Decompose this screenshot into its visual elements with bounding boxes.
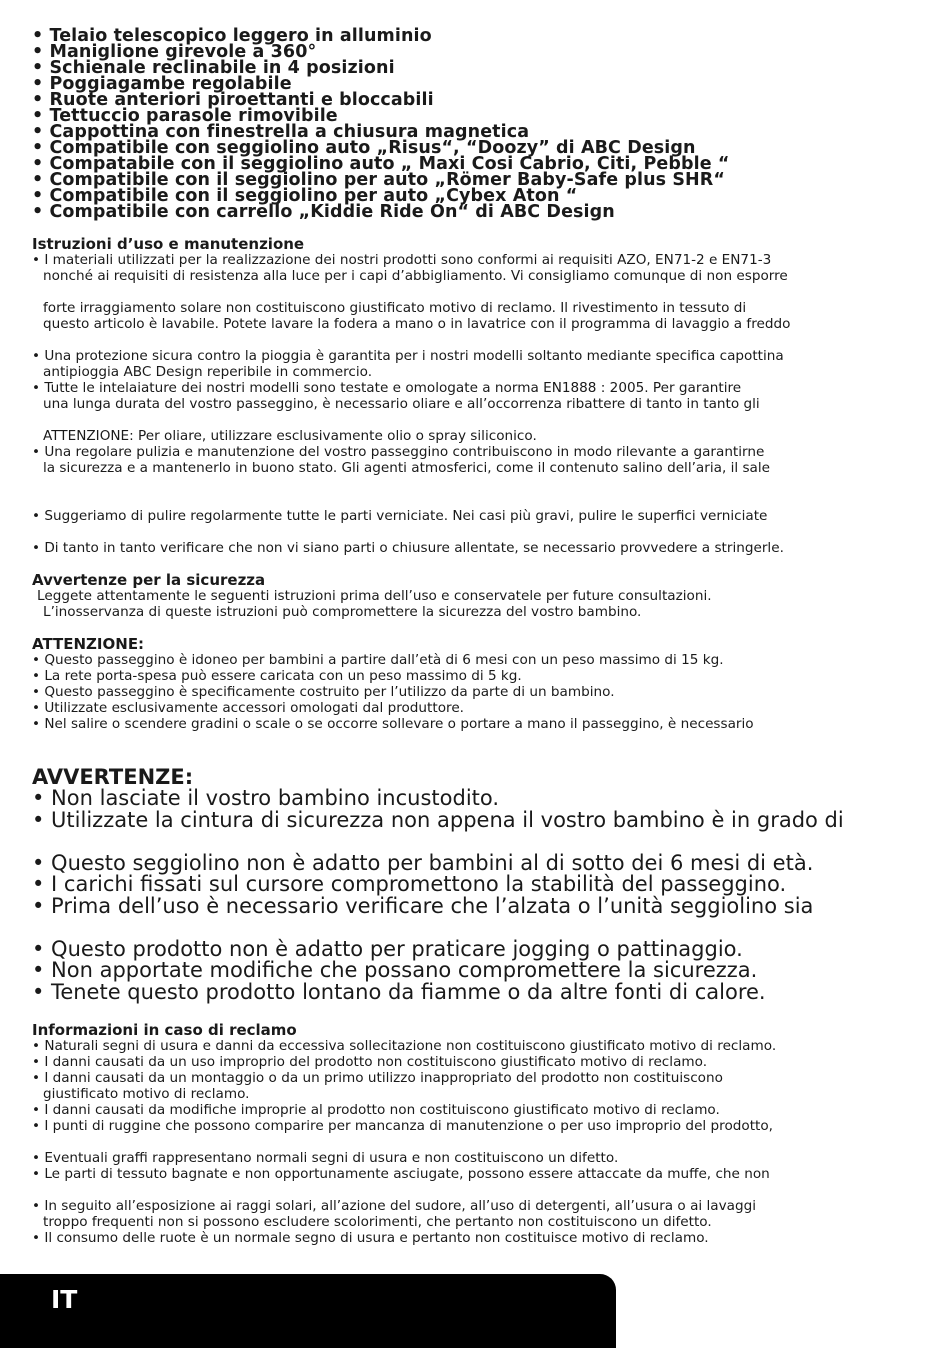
manual-page bbox=[32, 28, 932, 1246]
text-line: • Le parti di tessuto bagnate e non opportunamente asciugate, possono essere attaccate da muffe, che non bbox=[32, 1166, 770, 1182]
section-heading: Informazioni in caso di reclamo bbox=[32, 1021, 297, 1039]
text-line: questo articolo è lavabile. Potete lavare la fodera a mano o in lavatrice con il programma di lavaggio a freddo bbox=[43, 316, 791, 332]
feature-item: • Telaio telescopico leggero in alluminio bbox=[32, 26, 432, 46]
text-line: • Il consumo delle ruote è un normale segno di usura e pertanto non costituisce motivo di reclamo. bbox=[32, 1230, 709, 1246]
feature-item: • Schienale reclinabile in 4 posizioni bbox=[32, 58, 395, 78]
text-line: • In seguito all’esposizione ai raggi solari, all’azione del sudore, all’uso di detergenti, all’usura o ai lavaggi bbox=[32, 1198, 757, 1214]
section-heading: Avvertenze per la sicurezza bbox=[32, 571, 266, 589]
warning-line: • Questo seggiolino non è adatto per bambini al di sotto dei 6 mesi di età. bbox=[32, 850, 814, 875]
text-line: • La rete porta-spesa può essere caricata con un peso massimo di 5 kg. bbox=[32, 668, 522, 684]
text-line: • Utilizzate esclusivamente accessori omologati dal produttore. bbox=[32, 700, 464, 716]
feature-item: • Poggiagambe regolabile bbox=[32, 74, 292, 94]
feature-item: • Ruote anteriori piroettanti e bloccabili bbox=[32, 90, 434, 110]
text-line: • Suggeriamo di pulire regolarmente tutte le parti verniciate. Nei casi più gravi, pulire le superfici verniciate bbox=[32, 508, 768, 524]
text-line: • Una protezione sicura contro la pioggia è garantita per i nostri modelli soltanto mediante specifica capottina bbox=[32, 348, 784, 364]
text-line: • Tutte le intelaiature dei nostri modelli sono testate e omologate a norma EN1888 : 2005. Per garantire bbox=[32, 380, 742, 396]
text-line: troppo frequenti non si possono escludere scolorimenti, che pertanto non costituiscono un difetto. bbox=[43, 1214, 712, 1230]
text-line: la sicurezza e a mantenerlo in buono stato. Gli agenti atmosferici, come il contenuto salino dell’aria, il sale bbox=[43, 460, 771, 476]
section-heading: ATTENZIONE: bbox=[32, 635, 145, 653]
text-line: • I punti di ruggine che possono comparire per mancanza di manutenzione o per uso improprio del prodotto, bbox=[32, 1118, 774, 1134]
feature-item: • Cappottina con finestrella a chiusura magnetica bbox=[32, 122, 530, 142]
warning-line: • Tenete questo prodotto lontano da fiamme o da altre fonti di calore. bbox=[32, 979, 766, 1004]
feature-item: • Compatibile con il seggiolino per auto „Römer Baby-Safe plus SHR“ bbox=[32, 170, 725, 190]
feature-item: • Compatibile con il seggiolino per auto „Cybex Aton “ bbox=[32, 186, 578, 206]
text-line: • I danni causati da un uso improprio del prodotto non costituiscono giustificato motivo di reclamo. bbox=[32, 1054, 708, 1070]
warning-line: • Non lasciate il vostro bambino incustodito. bbox=[32, 786, 500, 810]
text-line: giustificato motivo di reclamo. bbox=[43, 1086, 250, 1102]
footer-bar bbox=[0, 1274, 616, 1348]
text-line: • Questo passeggino è specificamente costruito per l’utilizzo da parte di un bambino. bbox=[32, 684, 615, 700]
feature-item: • Maniglione girevole a 360° bbox=[32, 42, 317, 62]
section-avvertenze bbox=[32, 766, 932, 1003]
warning-line: • Questo prodotto non è adatto per praticare jogging o pattinaggio. bbox=[32, 936, 743, 961]
feature-item: • Compatibile con carrello „Kiddie Ride On“ di ABC Design bbox=[32, 202, 615, 222]
text-line: • Nel salire o scendere gradini o scale o se occorre sollevare o portare a mano il passeggino, è necessario bbox=[32, 716, 754, 732]
text-line: • Di tanto in tanto verificare che non vi siano parti o chiusure allentate, se necessario provvedere a stringerle. bbox=[32, 540, 784, 556]
section-sicurezza bbox=[32, 572, 932, 620]
text-line: • Naturali segni di usura e danni da eccessiva sollecitazione non costituiscono giustificato motivo di reclamo. bbox=[32, 1038, 777, 1054]
warning-line: • Prima dell’uso è necessario verificare che l’alzata o l’unità seggiolino sia bbox=[32, 893, 814, 918]
warning-line: • I carichi fissati sul cursore compromettono la stabilità del passeggino. bbox=[32, 872, 787, 896]
text-line: Leggete attentamente le seguenti istruzioni prima dell’uso e conservatele per future consultazioni. bbox=[37, 588, 712, 604]
language-label: IT bbox=[51, 1285, 78, 1314]
warning-line: • Utilizzate la cintura di sicurezza non appena il vostro bambino è in grado di bbox=[32, 807, 844, 832]
text-line: antipioggia ABC Design reperibile in commercio. bbox=[43, 364, 373, 380]
text-line: • Una regolare pulizia e manutenzione del vostro passeggino contribuiscono in modo rilevante a garantirne bbox=[32, 444, 765, 460]
text-line: una lunga durata del vostro passeggino, è necessario oliare e all’occorrenza ribattere di tanto in tanto gli bbox=[43, 396, 760, 412]
text-line: • I materiali utilizzati per la realizzazione dei nostri prodotti sono conformi ai requisiti AZO, EN71-2 e EN71-3 bbox=[32, 252, 772, 268]
section-heading: AVVERTENZE: bbox=[32, 765, 194, 789]
warning-line: • Non apportate modifiche che possano compromettere la sicurezza. bbox=[32, 958, 758, 982]
text-line: L’inosservanza di queste istruzioni può compromettere la sicurezza del vostro bambino. bbox=[43, 604, 642, 620]
section-heading: Istruzioni d’uso e manutenzione bbox=[32, 235, 305, 253]
text-line: nonché ai requisiti di resistenza alla luce per i capi d’abbigliamento. Vi consigliamo comunque di non esporre bbox=[43, 268, 788, 284]
text-line: • Questo passeggino è idoneo per bambini a partire dall’età di 6 mesi con un peso massimo di 15 kg. bbox=[32, 652, 724, 668]
feature-item: • Compatibile con seggiolino auto „Risus“, “Doozy” di ABC Design bbox=[32, 138, 696, 158]
text-line: ATTENZIONE: Per oliare, utilizzare esclusivamente olio o spray siliconico. bbox=[43, 428, 537, 444]
feature-list bbox=[32, 28, 932, 220]
section-istruzioni bbox=[32, 236, 932, 556]
section-attenzione bbox=[32, 636, 932, 732]
text-line: • I danni causati da un montaggio o da un primo utilizzo inappropriato del prodotto non costituiscono bbox=[32, 1070, 723, 1086]
text-line: forte irraggiamento solare non costituiscono giustificato motivo di reclamo. Il rivestimento in tessuto di bbox=[43, 300, 747, 316]
feature-item: • Compatabile con il seggiolino auto „ Maxi Cosi Cabrio, Citi, Pebble “ bbox=[32, 154, 730, 174]
text-line: • I danni causati da modifiche improprie al prodotto non costituiscono giustificato motivo di reclamo. bbox=[32, 1102, 720, 1118]
section-reclamo bbox=[32, 1022, 932, 1246]
text-line: • Eventuali graffi rappresentano normali segni di usura e non costituiscono un difetto. bbox=[32, 1150, 619, 1166]
feature-item: • Tettuccio parasole rimovibile bbox=[32, 106, 338, 126]
